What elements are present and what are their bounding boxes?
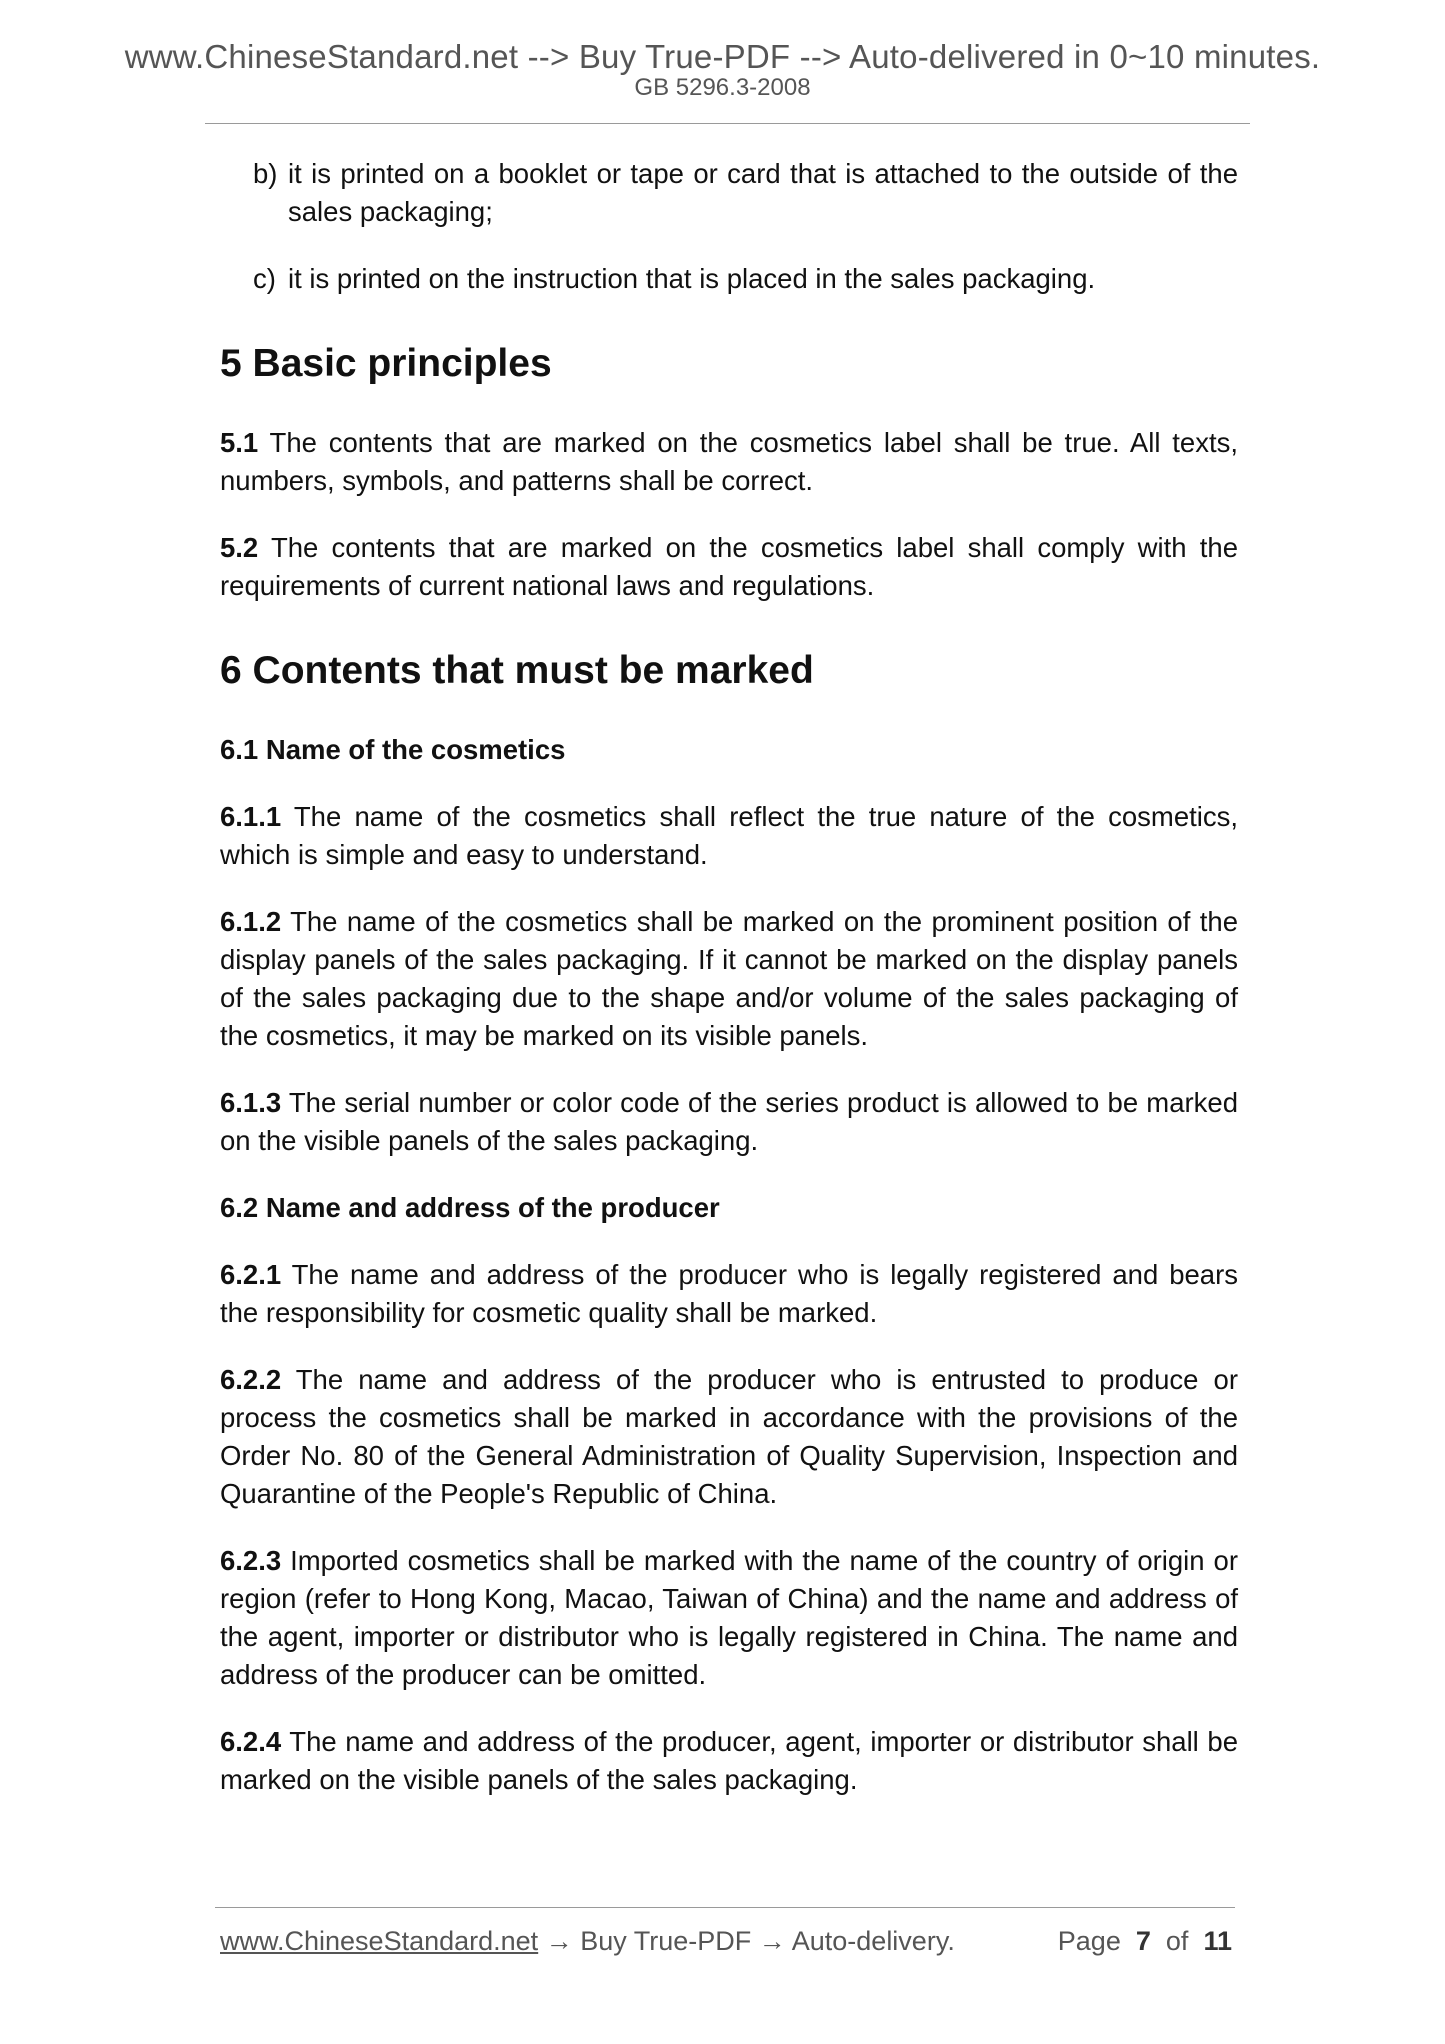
page-indicator (1058, 1928, 1232, 1955)
footer-divider (215, 1907, 1235, 1908)
document-code: GB 5296.3-2008 (634, 74, 811, 101)
clause-6-2-1 (220, 1256, 1238, 1332)
clause-6-2-3 (220, 1542, 1238, 1694)
clause-number: 5.1 (220, 427, 259, 458)
clause-text: Imported cosmetics shall be marked with the name of the country of origin or region (refer to Hong Kong, Macao, Taiwan of China) and the name and address of the agent, importer or distributor who is legally registered in China. The name and address of the producer can be omitted. (220, 1545, 1238, 1690)
clause-text: The contents that are marked on the cosmetics label shall comply with the requirements of current national laws and regulations. (220, 532, 1238, 601)
list-marker: b) (253, 158, 278, 189)
clause-6-1-3 (220, 1084, 1238, 1160)
clause-text: The contents that are marked on the cosmetics label shall be true. All texts, numbers, symbols, and patterns shall be correct. (220, 427, 1238, 496)
list-item (253, 260, 1238, 298)
clause-number: 6.1.1 (220, 801, 282, 832)
document-body (220, 155, 1238, 1828)
list-marker: c) (253, 263, 276, 294)
list-text: it is printed on a booklet or tape or card that is attached to the outside of the sales packaging; (288, 158, 1238, 227)
page-number: 7 (1135, 1926, 1151, 1956)
section-6-heading: 6 Contents that must be marked (220, 649, 814, 692)
clause-number: 6.1.3 (220, 1087, 282, 1118)
clause-number: 5.2 (220, 532, 259, 563)
clause-number: 6.2.1 (220, 1259, 282, 1290)
clause-number: 6.2.3 (220, 1545, 282, 1576)
clause-text: The name of the cosmetics shall reflect the true nature of the cosmetics, which is simple and easy to understand. (220, 801, 1238, 870)
clause-6-2-2 (220, 1361, 1238, 1513)
clause-number: 6.1.2 (220, 906, 282, 937)
top-banner: www.ChineseStandard.net --> Buy True-PDF --> Auto-delivered in 0~10 minutes. (124, 38, 1321, 75)
of-label: of (1165, 1926, 1189, 1956)
list-text: it is printed on the instruction that is placed in the sales packaging. (288, 263, 1096, 294)
subsection-6-2-heading: 6.2 Name and address of the producer (220, 1192, 720, 1223)
list-item (253, 155, 1238, 231)
page-footer (220, 1928, 1232, 1955)
clause-number: 6.2.2 (220, 1364, 282, 1395)
clause-5-1 (220, 424, 1238, 500)
footer-link[interactable]: www.ChineseStandard.net (220, 1926, 539, 1956)
clause-text: The serial number or color code of the series product is allowed to be marked on the visible panels of the sales packaging. (220, 1087, 1238, 1156)
subsection-6-1-heading: 6.1 Name of the cosmetics (220, 734, 566, 765)
clause-number: 6.2.4 (220, 1726, 282, 1757)
section-5-heading: 5 Basic principles (220, 342, 552, 385)
clause-text: The name of the cosmetics shall be marked on the prominent position of the display panels of the sales packaging. If it cannot be marked on the display panels of the sales packaging due to the shape and/or volume of the sales packaging of the cosmetics, it may be marked on its visible panels. (220, 906, 1238, 1051)
clause-6-1-2 (220, 903, 1238, 1055)
page-total: 11 (1203, 1926, 1232, 1956)
footer-tagline: → Buy True-PDF → Auto-delivery. (538, 1926, 955, 1956)
page-label: Page (1057, 1926, 1121, 1956)
clause-6-2-4 (220, 1723, 1238, 1799)
footer-left (220, 1928, 955, 1955)
header-divider (205, 123, 1250, 124)
clause-6-1-1 (220, 798, 1238, 874)
clause-text: The name and address of the producer who is entrusted to produce or process the cosmetics shall be marked in accordance with the provisions of the Order No. 80 of the General Administration of Quality Supervision, Inspection and Quarantine of the People's Republic of China. (220, 1364, 1238, 1509)
clause-text: The name and address of the producer who is legally registered and bears the responsibility for cosmetic quality shall be marked. (220, 1259, 1238, 1328)
clause-5-2 (220, 529, 1238, 605)
clause-text: The name and address of the producer, agent, importer or distributor shall be marked on the visible panels of the sales packaging. (220, 1726, 1238, 1795)
